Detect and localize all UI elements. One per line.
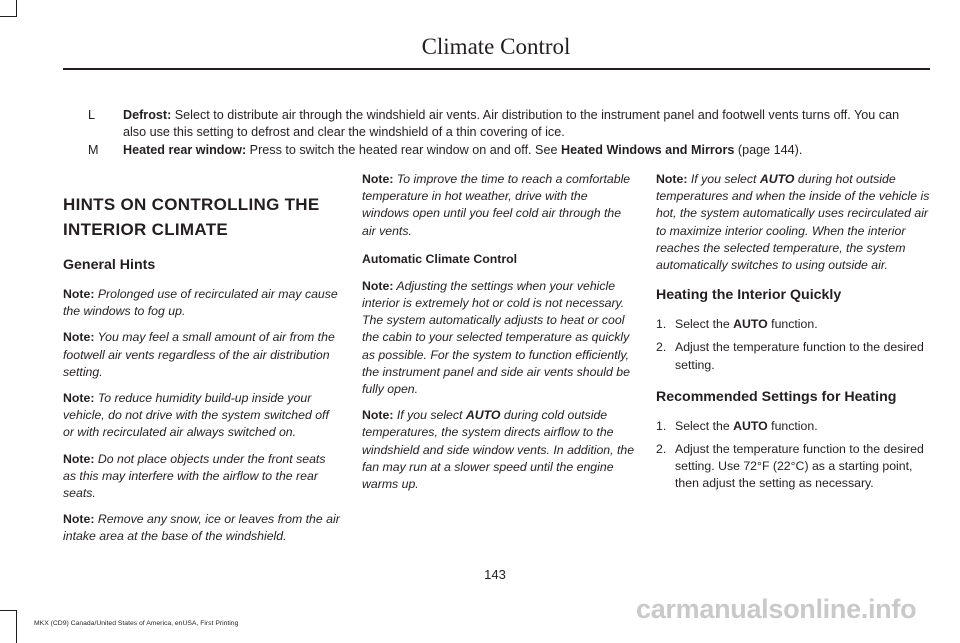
left-column [63,192,341,555]
subheading-heating-interior-quickly: Heating the Interior Quickly [656,287,842,304]
definition-body: Select to distribute air through the windshield air vents. Air distribution to the instrument panel and footwell vents turns off. You can also use this setting to defrost and clear the windshield of a thin covering of ice. [123,108,900,139]
print-footer: MKX (CD9) Canada/United States of America, enUSA, First Printing [34,620,239,627]
crop-mark-bottom-left-horizontal [0,610,17,611]
step-item: 2. Adjust the temperature function to the desired setting. Use 72°F (22°C) as a starting point, then adjust the setting as necessary. [656,442,924,491]
definition-term: Heated rear window: [123,143,247,157]
note: Note: Prolonged use of recirculated air may cause the windows to fog up. [63,287,338,319]
note: Note: Do not place objects under the front seats as this may interfere with the airflow to the rear seats. [63,451,326,501]
note: Note: If you select AUTO during cold outside temperatures, the system directs airflow to the windshield and side window vents. In addition, the fan may run at a slower speed until the engine warms up. [362,408,635,492]
subheading-general-hints: General Hints [63,257,156,273]
page-title: Climate Control [421,34,571,59]
note: Note: To improve the time to reach a comfortable temperature in hot weather, drive with the windows open until you feel cold air through the air vents. [362,172,631,238]
right-column [656,171,930,499]
crop-mark-top-left-vertical [16,0,17,17]
note: Note: Adjusting the settings when your vehicle interior is extremely hot or cold is not necessary. The system automatically adjusts to heat or cool the cabin to your selected temperature as quickly as possible. For the system to function efficiently, the instrument panel and side air vents should be fully open. [362,278,630,397]
subheading-recommended-settings: Recommended Settings for Heating [656,388,897,405]
section-heading-line-1: HINTS ON CONTROLLING THE [63,195,320,214]
title-divider [63,68,930,70]
definition-key: M [88,143,99,157]
step-item: 1. Select the AUTO function. [656,317,818,332]
definition-text [123,142,923,159]
note: Note: You may feel a small amount of air from the footwell air vents regardless of the air distribution setting. [63,330,335,379]
page-reference: (page 144). [734,143,803,157]
page-number: 143 [484,567,506,582]
crop-mark-bottom-left-vertical [16,610,17,643]
definition-key: L [88,108,96,122]
section-heading-line-2: INTERIOR CLIMATE [63,220,229,239]
watermark: carmanualsonline.info [636,594,917,624]
note: Note: Remove any snow, ice or leaves from the air intake area at the base of the windshield. [63,512,340,544]
crop-mark-top-left-horizontal [0,16,17,17]
definition-term: Defrost: [123,108,172,122]
definition-text [123,107,923,141]
note: Note: To reduce humidity build-up inside your vehicle, do not drive with the system switched off or with recirculated air always switched on. [63,391,329,440]
middle-column [362,171,635,502]
step-item: 2. Adjust the temperature function to the desired setting. [656,340,924,372]
definition-body: Press to switch the heated rear window on and off. See [246,143,561,157]
cross-reference-link[interactable]: Heated Windows and Mirrors [560,143,735,157]
step-item: 1. Select the AUTO function. [656,418,818,433]
note: Note: If you select AUTO during hot outside temperatures and when the inside of the vehicle is hot, the system automatically uses recirculated air to maximize interior cooling. When the interior reaches the selected temperature, the system automatically switches to using outside air. [656,172,930,273]
subheading-automatic-climate-control: Automatic Climate Control [362,251,518,266]
